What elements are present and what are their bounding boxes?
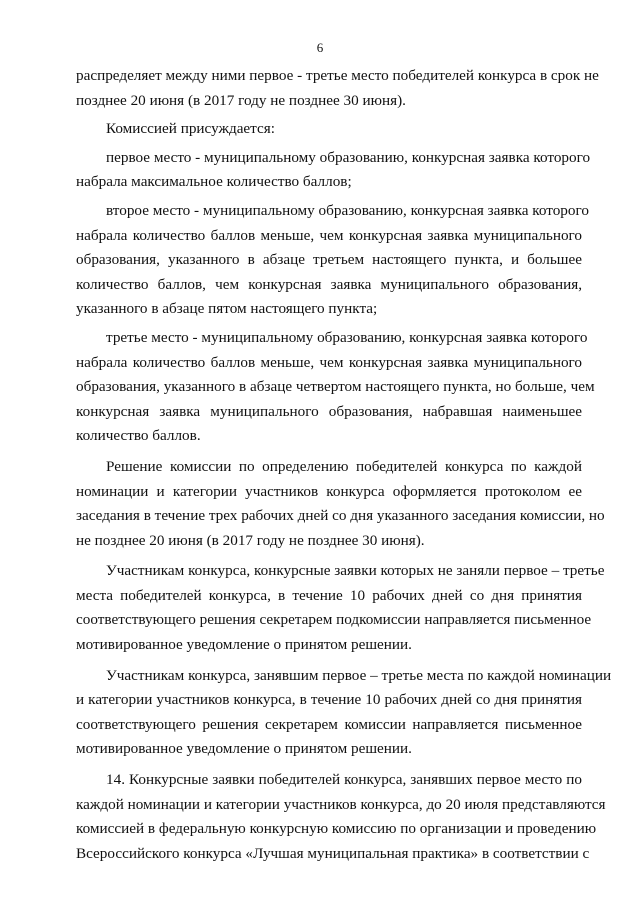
text-line: образования, указанного в абзаце четвертом настоящего пункта, но больше, чем [76,378,595,396]
text-line: второе место - муниципальному образованию, конкурсная заявка которого [106,201,589,219]
text-line: Участникам конкурса, конкурсные заявки которых не заняли первое – третье [106,562,605,580]
text-line: и категории участников конкурса, в течение 10 рабочих дней со дня принятия [76,691,582,709]
text-line: мотивированное уведомление о принятом решении. [76,740,412,758]
text-line: количество баллов. [76,427,201,445]
page-number: 6 [316,40,324,55]
text-line: заседания в течение трех рабочих дней со дня указанного заседания комиссии, но [76,507,605,525]
text-line: набрала количество баллов меньше, чем конкурсная заявка муниципального [76,226,582,244]
text-line: третье место - муниципальному образованию, конкурсная заявка которого [106,328,588,346]
document-body [76,64,612,866]
text-line: места победителей конкурса, в течение 10 рабочих дней со дня принятия [76,586,582,604]
text-line: Решение комиссии по определению победителей конкурса по каждой [106,457,582,475]
text-line: Комиссией присуждается: [106,120,275,138]
text-line: Участникам конкурса, занявшим первое – третье места по каждой номинации [106,666,612,684]
text-line: набрала максимальное количество баллов; [76,173,352,191]
text-line: соответствующего решения секретарем подкомиссии направляется письменное [76,611,592,629]
text-line: распределяет между ними первое - третье место победителей конкурса в срок не [76,67,599,84]
text-line: набрала количество баллов меньше, чем конкурсная заявка муниципального [76,353,582,371]
text-line: комиссией в федеральную конкурсную комиссию по организации и проведению [76,820,597,838]
text-line: количество баллов, чем конкурсная заявка муниципального образования, [76,275,582,293]
text-line: Всероссийского конкурса «Лучшая муниципальная практика» в соответствии с [76,844,590,862]
text-line: первое место - муниципальному образованию, конкурсная заявка которого [106,148,591,166]
text-line: каждой номинации и категории участников конкурса, до 20 июля представляются [76,795,606,813]
text-line: позднее 20 июня (в 2017 году не позднее 30 июня). [76,91,406,109]
text-line: указанного в абзаце пятом настоящего пункта; [76,300,378,318]
text-line: номинации и категории участников конкурса оформляется протоколом ее [76,482,582,500]
text-line: не позднее 20 июня (в 2017 году не позднее 30 июня). [76,531,425,549]
text-line: соответствующего решения секретарем комиссии направляется письменное [76,715,582,733]
text-line: конкурсная заявка муниципального образования, набравшая наименьшее [76,402,582,420]
text-line: образования, указанного в абзаце третьем настоящего пункта, и большее [76,251,582,269]
text-line: 14. Конкурсные заявки победителей конкурса, занявших первое место по [106,771,582,789]
text-line: мотивированное уведомление о принятом решении. [76,636,412,654]
